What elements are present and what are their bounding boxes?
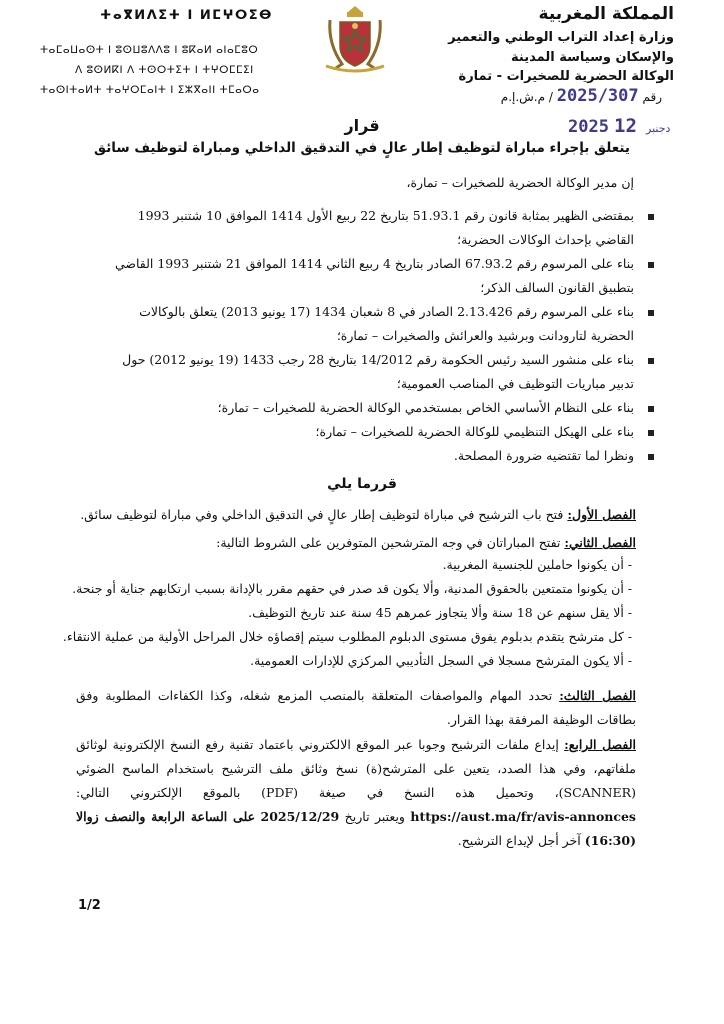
consideration-item: بناء على المرسوم رقم 67.93.2 الصادر بتاريخ 4 ربيع الثاني 1414 الموافق 21 شتنبر 1993 القاضي بتطبيق القانون السالف الذكر؛ <box>109 252 634 300</box>
decided-heading: قررما يلي <box>327 476 397 492</box>
tifinagh-agency-line: ⵜⴰⵙⵏⵜⴰⵍⵜ ⵜⴰⵖⵔⵎⴰⵏⵜ ⵏ ⵉⵣⴳⴰⵏⵏ ⵜⵎⴰⵔⴰ <box>40 84 260 96</box>
article-4 <box>76 733 636 853</box>
condition-item: - أن يكونوا متمتعين بالحقوق المدنية، وألا يكون قد صدر في حقهم مقرر بالإدانة بسبب ارتكابهم جناية أو جنحة. <box>72 581 632 596</box>
article-3-text: تحدد المهام والمواصفات المتعلقة بالمنصب المزمع شغله، وكذا الكفاءات المطلوبة وفق بطاقات الوظيفة المرفقة بهذا القرار. <box>76 688 636 727</box>
article-3 <box>76 684 636 732</box>
decision-title: قرار <box>344 116 380 135</box>
date-day: 12 <box>614 115 637 137</box>
agency-line: الوكالة الحضرية للصخيرات - تمارة <box>458 69 674 84</box>
tifinagh-ministry-line-2: ⴷ ⵓⵙⵍⴽⵏ ⴷ ⵜⵙⵔⵜⵉⵜ ⵏ ⵜⵖⵔⵎⵎⵉⵏ <box>75 64 254 76</box>
decision-intro: إن مدير الوكالة الحضرية للصخيرات – تمارة، <box>406 175 634 190</box>
deadline-time: على الساعة الرابعة والنصف زوالا (16:30) <box>76 809 636 848</box>
ministry-line-1: وزارة إعداد التراب الوطني والتعمير <box>448 30 674 45</box>
consideration-item: بناء على المرسوم رقم 2.13.426 الصادر في 8 شعبان 1434 (17 يونيو 2013) يتعلق بالوكالات الحضرية لتارودانت وبرشيد والعرائش والصخيرات – تمارة؛ <box>109 300 634 348</box>
date-year: 2025 <box>568 117 609 137</box>
condition-item: - كل مترشح يتقدم بدبلوم يفوق مستوى الدبلوم المطلوب سيتم إقصاؤه خلال المراحل الأولية من عملية الانتقاء. <box>62 629 632 644</box>
deadline-date: 2025/12/29 <box>260 809 340 824</box>
article-3-label: الفصل الثالث: <box>559 688 636 703</box>
article-1 <box>76 503 636 527</box>
condition-item: - ألا يقل سنهم عن 18 سنة وألا يتجاوز عمرهم 45 سنة عند تاريخ التوظيف. <box>248 605 632 620</box>
article-2-label: الفصل الثاني: <box>564 535 636 550</box>
tifinagh-ministry-line-1: ⵜⴰⵎⴰⵡⴰⵙⵜ ⵏ ⵓⵙⵡⵓⴷⴷⵓ ⵏ ⵓⴽⴰⵍ ⴰⵏⴰⵎⵓⵔ <box>40 44 259 56</box>
page-number: 1/2 <box>78 898 101 913</box>
article-4-text: إيداع ملفات الترشيح وجوبا عبر الموقع الالكتروني باعتماد تقنية رفع النسخ الإلكترونية لوثائق ملفاتهم، وفي هذا الصدد، يتعين على المترشح(ة) نسخ وثائق ملف الترشيح باستخدام الماسح الضوئي (SCANNER)، وتحميل هذه النسخ في صيغة (PDF) بالموقع الإلكتروني التالي: <box>76 737 636 800</box>
condition-item: - ألا يكون المترشح مسجلا في السجل التأديبي المركزي للإدارات العمومية. <box>250 653 632 668</box>
consideration-item: بناء على النظام الأساسي الخاص بمستخدمي الوكالة الحضرية للصخيرات – تمارة؛ <box>109 396 634 420</box>
article-2 <box>76 531 636 555</box>
condition-item: - أن يكونوا حاملين للجنسية المغربية. <box>442 557 632 572</box>
article-4-label: الفصل الرابع: <box>564 737 636 752</box>
reference-number-stamp: 2025/307 <box>556 86 639 106</box>
coat-of-arms-emblem <box>322 4 388 74</box>
tifinagh-title: ⵜⴰⴳⵍⴷⵉⵜ ⵏ ⵍⵎⵖⵔⵉⴱ <box>100 8 273 23</box>
consideration-item: ونظرا لما تقتضيه ضرورة المصلحة. <box>109 444 634 468</box>
reference-suffix: / م.ش.إ.م <box>500 90 553 104</box>
article-4-deadline-suffix: آخر أجل لإيداع الترشيح. <box>457 833 581 848</box>
article-4-deadline-prefix: ويعتبر تاريخ <box>344 809 405 824</box>
date-month: دجنبر <box>646 122 671 135</box>
consideration-item: بمقتضى الظهير بمثابة قانون رقم 51.93.1 بتاريخ 22 ربيع الأول 1414 الموافق 10 شتنبر 1993 القاضي بإحداث الوكالات الحضرية؛ <box>109 204 634 252</box>
article-2-text: تفتح المباراتان في وجه المترشحين المتوفرين على الشروط التالية: <box>216 535 561 550</box>
ministry-line-2: والإسكان وسياسة المدينة <box>511 50 674 65</box>
considerations-list <box>109 204 634 468</box>
article-1-label: الفصل الأول: <box>567 507 636 522</box>
decision-subject: يتعلق بإجراء مباراة لتوظيف إطار عالٍ في التدقيق الداخلي ومباراة لتوظيف سائق <box>94 140 630 156</box>
consideration-item: بناء على منشور السيد رئيس الحكومة رقم 14/2012 بتاريخ 28 رجب 1433 (19 يونيو 2012) حول تدبير مباريات التوظيف في المناصب العمومية؛ <box>109 348 634 396</box>
application-url-link[interactable]: https://aust.ma/fr/avis-annonces <box>410 809 636 824</box>
reference-number <box>501 86 662 106</box>
consideration-item: بناء على الهيكل التنظيمي للوكالة الحضرية للصخيرات – تمارة؛ <box>109 420 634 444</box>
kingdom-title: المملكة المغربية <box>538 4 674 24</box>
article-1-text: فتح باب الترشيح في مباراة لتوظيف إطار عالٍ في التدقيق الداخلي وفي مباراة لتوظيف سائق. <box>80 507 564 522</box>
reference-label: رقم <box>642 90 662 104</box>
